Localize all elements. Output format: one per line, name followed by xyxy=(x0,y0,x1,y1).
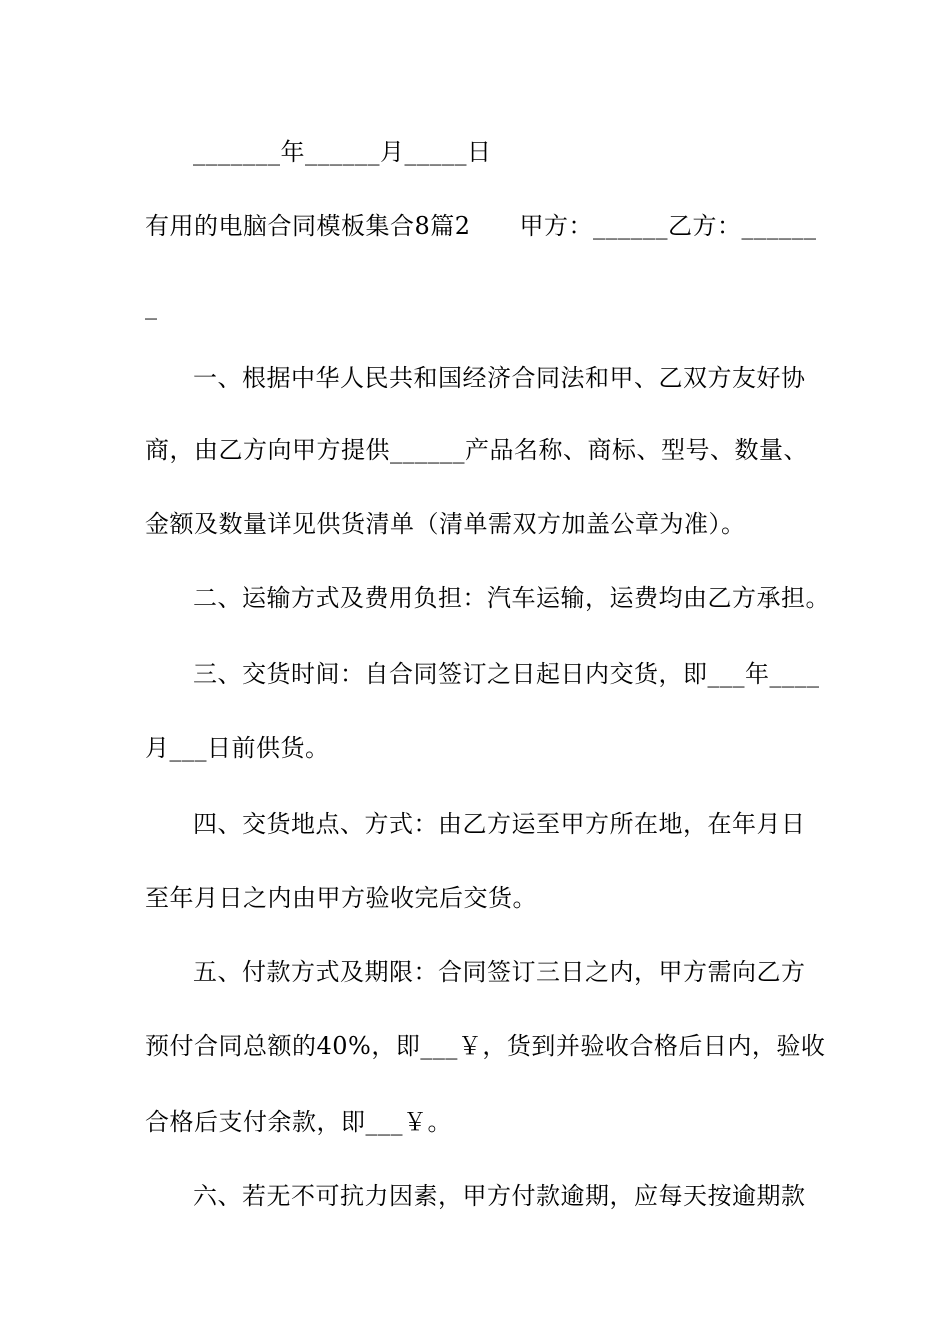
clause-4-line-2: 至年月日之内由甲方验收完后交货。 xyxy=(145,884,537,912)
clause-5-line-1: 五、付款方式及期限：合同签订三日之内，甲方需向乙方 xyxy=(193,958,806,986)
clause-5-line-3: 合格后支付余款，即___￥。 xyxy=(145,1108,452,1136)
clause-3-line-2: 月___日前供货。 xyxy=(145,734,330,762)
title-parties-line: 有用的电脑合同模板集合8篇2 甲方：______乙方：______ xyxy=(145,212,817,240)
clause-4-line-1: 四、交货地点、方式：由乙方运至甲方所在地，在年月日 xyxy=(193,810,806,838)
clause-3-line-1: 三、交货时间：自合同签订之日起日内交货，即___年____ xyxy=(193,660,820,688)
clause-1-line-1: 一、根据中华人民共和国经济合同法和甲、乙双方友好协 xyxy=(193,364,806,392)
clause-6-line-1: 六、若无不可抗力因素，甲方付款逾期，应每天按逾期款 xyxy=(193,1182,806,1210)
underscore-wrap: _ xyxy=(145,292,158,320)
clause-1-line-2: 商，由乙方向甲方提供______产品名称、商标、型号、数量、 xyxy=(145,436,808,464)
clause-1-line-3: 金额及数量详见供货清单（清单需双方加盖公章为准）。 xyxy=(145,510,746,538)
date-line: _______年______月_____日 xyxy=(193,138,492,166)
clause-5-line-2: 预付合同总额的40%，即___￥，货到并验收合格后日内，验收 xyxy=(145,1032,826,1060)
clause-2-line-1: 二、运输方式及费用负担：汽车运输，运费均由乙方承担。 xyxy=(193,584,830,612)
